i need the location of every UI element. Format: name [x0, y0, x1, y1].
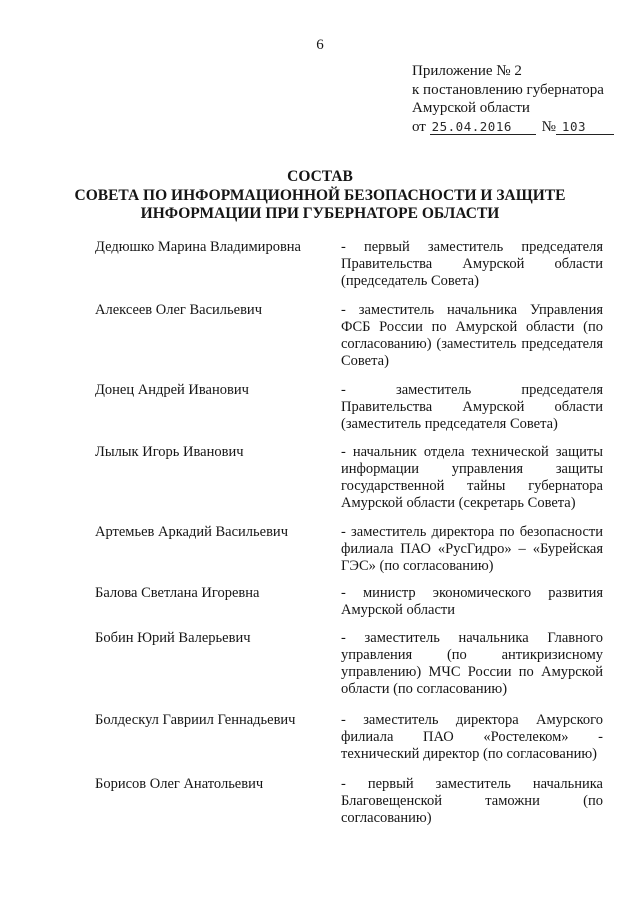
member-role: - первый заместитель начальника Благовещенской таможни (по согласованию): [341, 776, 603, 826]
member-name: Дедюшко Марина Владимировна: [95, 239, 301, 255]
member-name: Борисов Олег Анатольевич: [95, 776, 264, 792]
annex-date-line: [412, 118, 632, 137]
member-role: - заместитель директора Амурского филиала ПАО «Ростелеком» - технический директор (по согласованию): [341, 712, 603, 762]
member-name: Балова Светлана Игоревна: [95, 585, 260, 601]
annex-reference: к постановлению губернатора: [412, 81, 604, 98]
decree-date-field: [430, 120, 536, 135]
annex-title: Приложение № 2: [412, 63, 522, 79]
heading-line-2: СОВЕТА ПО ИНФОРМАЦИОННОЙ БЕЗОПАСНОСТИ И ЗАЩИТЕ: [74, 186, 566, 204]
member-role: - первый заместитель председателя Правительства Амурской области (председатель Совета): [341, 239, 603, 289]
member-name: Артемьев Аркадий Васильевич: [95, 524, 288, 540]
annex-region: Амурской области: [412, 100, 530, 116]
page-number: 6: [316, 37, 324, 53]
member-name: Болдескул Гавриил Геннадьевич: [95, 712, 296, 728]
number-sign: №: [541, 118, 556, 135]
member-role: - заместитель председателя Правительства Амурской области (заместитель председателя Совета): [341, 382, 603, 432]
decree-number-field: [556, 120, 614, 135]
member-role: - начальник отдела технической защиты информации управления защиты государственной тайны губернатора Амурской области (секретарь Совета): [341, 444, 603, 511]
document-heading: [60, 168, 580, 224]
annex-block: [412, 62, 632, 136]
decree-number: 103: [561, 118, 586, 134]
member-name: Алексеев Олег Васильевич: [95, 302, 262, 318]
member-role: - заместитель начальника Главного управления (по антикризисному управлению) МЧС России по Амурской области (по согласованию): [341, 630, 603, 697]
decree-date: 25.04.2016: [431, 118, 512, 134]
member-role: - министр экономического развития Амурской области: [341, 585, 603, 618]
member-name: Лылык Игорь Иванович: [95, 444, 244, 460]
heading-line-3: ИНФОРМАЦИИ ПРИ ГУБЕРНАТОРЕ ОБЛАСТИ: [140, 205, 500, 222]
member-name: Бобин Юрий Валерьевич: [95, 630, 251, 646]
heading-line-1: СОСТАВ: [287, 168, 353, 185]
member-name: Донец Андрей Иванович: [95, 382, 249, 398]
member-role: - заместитель начальника Управления ФСБ России по Амурской области (по согласованию) (заместитель председателя Совета): [341, 302, 603, 369]
date-prefix: от: [412, 118, 426, 135]
member-role: - заместитель директора по безопасности филиала ПАО «РусГидро» – «Бурейская ГЭС» (по согласованию): [341, 524, 603, 574]
